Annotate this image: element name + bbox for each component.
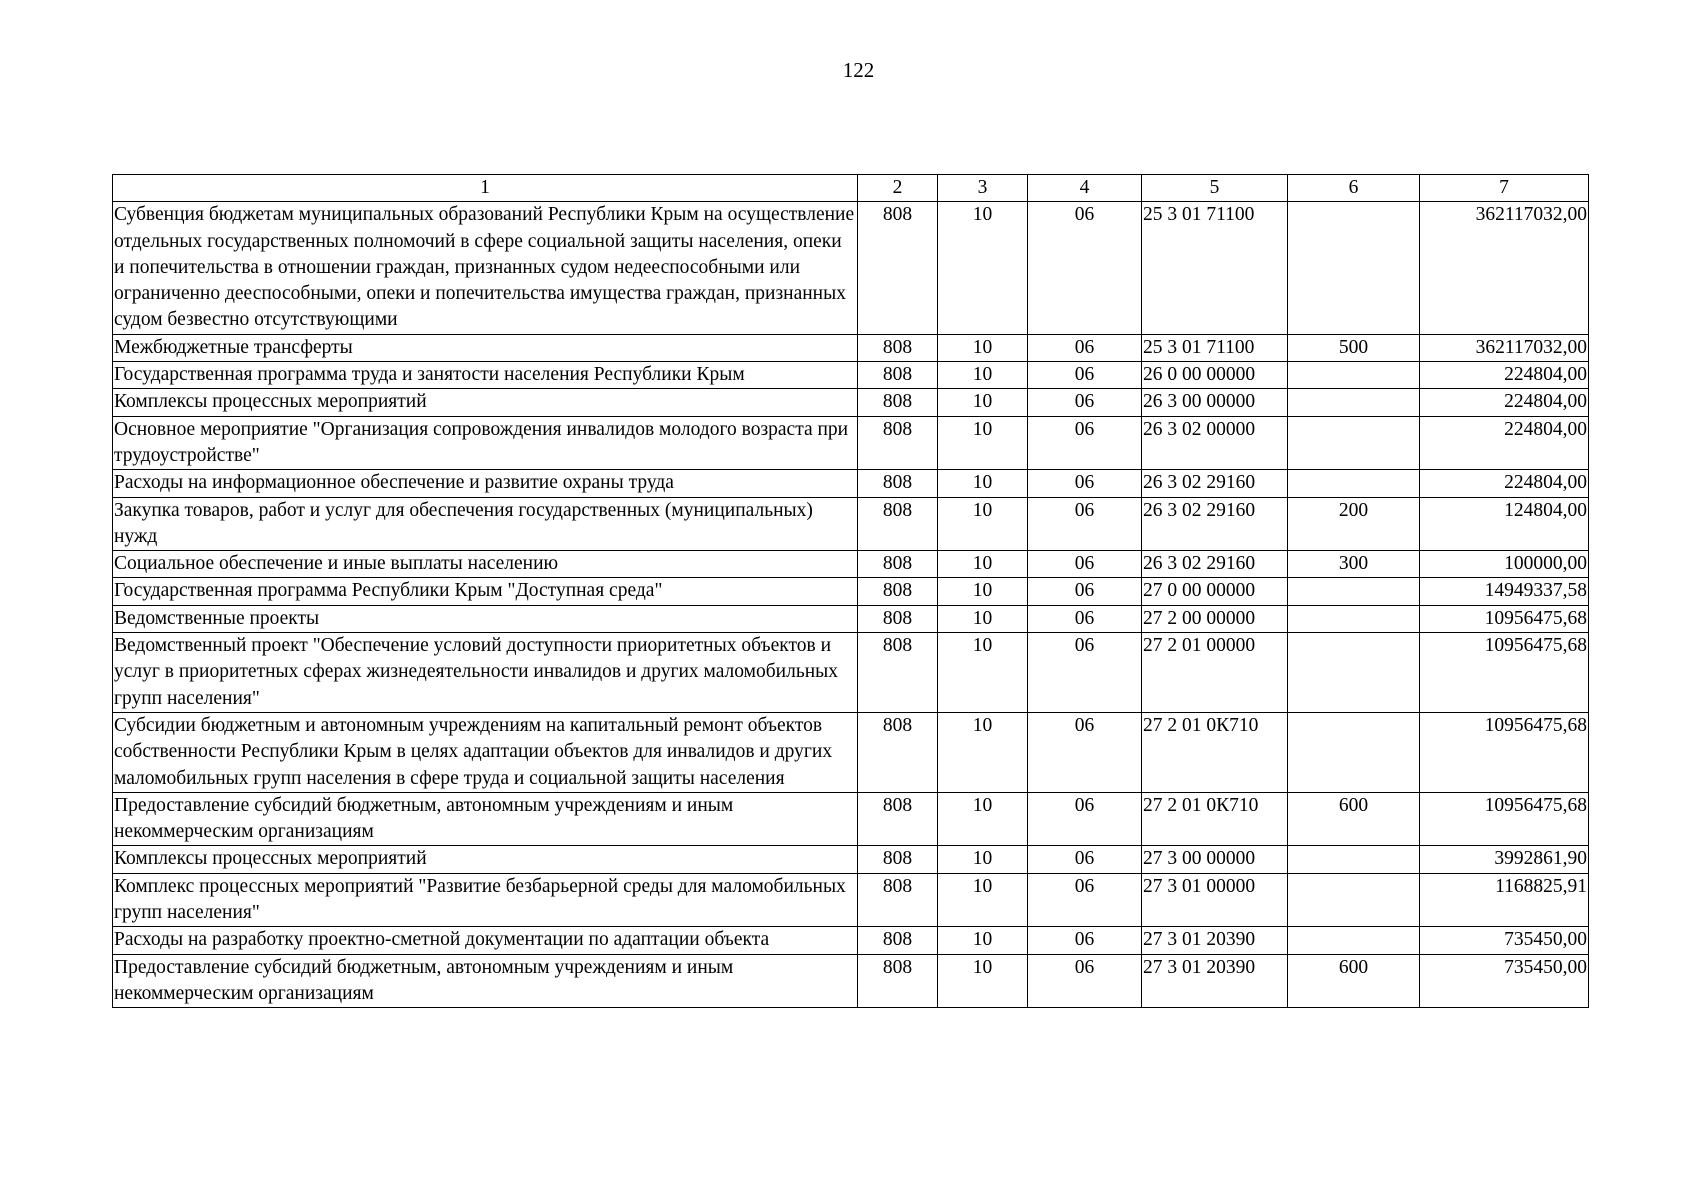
cell-name: Межбюджетные трансферты [113, 334, 858, 361]
cell-department-code: 808 [858, 954, 938, 1008]
cell-target-item-code: 26 3 02 29160 [1142, 551, 1288, 578]
cell-subsection-code: 06 [1028, 334, 1142, 361]
cell-name: Предоставление субсидий бюджетным, автономным учреждениям и иным некоммерческим организациям [113, 792, 858, 846]
cell-expense-type-code [1288, 873, 1420, 927]
cell-subsection-code: 06 [1028, 416, 1142, 470]
cell-name: Закупка товаров, работ и услуг для обеспечения государственных (муниципальных) нужд [113, 497, 858, 551]
cell-name: Комплексы процессных мероприятий [113, 389, 858, 416]
cell-department-code: 808 [858, 497, 938, 551]
cell-name: Основное мероприятие "Организация сопровождения инвалидов молодого возраста при трудоустройстве" [113, 416, 858, 470]
cell-department-code: 808 [858, 578, 938, 605]
cell-department-code: 808 [858, 873, 938, 927]
cell-expense-type-code: 200 [1288, 497, 1420, 551]
cell-section-code: 10 [938, 202, 1028, 334]
cell-expense-type-code [1288, 416, 1420, 470]
cell-target-item-code: 26 3 02 29160 [1142, 497, 1288, 551]
cell-section-code: 10 [938, 470, 1028, 497]
cell-section-code: 10 [938, 927, 1028, 954]
column-header: 7 [1420, 175, 1589, 202]
column-header: 4 [1028, 175, 1142, 202]
cell-section-code: 10 [938, 551, 1028, 578]
cell-name: Государственная программа труда и занятости населения Республики Крым [113, 362, 858, 389]
table-row [113, 470, 1589, 497]
cell-name: Ведомственные проекты [113, 605, 858, 632]
cell-amount: 224804,00 [1420, 389, 1589, 416]
table-row [113, 846, 1589, 873]
cell-section-code: 10 [938, 416, 1028, 470]
cell-name: Комплекс процессных мероприятий "Развитие безбарьерной среды для маломобильных групп населения" [113, 873, 858, 927]
cell-department-code: 808 [858, 362, 938, 389]
cell-target-item-code: 27 2 01 0К710 [1142, 792, 1288, 846]
cell-amount: 10956475,68 [1420, 792, 1589, 846]
cell-section-code: 10 [938, 497, 1028, 551]
cell-department-code: 808 [858, 334, 938, 361]
cell-target-item-code: 26 3 02 00000 [1142, 416, 1288, 470]
cell-department-code: 808 [858, 551, 938, 578]
cell-target-item-code: 27 2 00 00000 [1142, 605, 1288, 632]
cell-expense-type-code: 600 [1288, 954, 1420, 1008]
cell-expense-type-code [1288, 927, 1420, 954]
column-header: 6 [1288, 175, 1420, 202]
budget-table [112, 174, 1589, 1008]
table-row [113, 712, 1589, 792]
cell-subsection-code: 06 [1028, 846, 1142, 873]
cell-target-item-code: 27 2 01 0К710 [1142, 712, 1288, 792]
cell-expense-type-code [1288, 362, 1420, 389]
cell-name: Ведомственный проект "Обеспечение условий доступности приоритетных объектов и услуг в приоритетных сферах жизнедеятельности инвалидов и других маломобильных групп населения" [113, 633, 858, 713]
cell-subsection-code: 06 [1028, 954, 1142, 1008]
cell-section-code: 10 [938, 605, 1028, 632]
cell-department-code: 808 [858, 927, 938, 954]
cell-amount: 735450,00 [1420, 954, 1589, 1008]
table-row [113, 416, 1589, 470]
cell-subsection-code: 06 [1028, 633, 1142, 713]
cell-expense-type-code [1288, 605, 1420, 632]
table-row [113, 927, 1589, 954]
cell-expense-type-code: 300 [1288, 551, 1420, 578]
cell-section-code: 10 [938, 633, 1028, 713]
cell-expense-type-code [1288, 389, 1420, 416]
cell-section-code: 10 [938, 846, 1028, 873]
table-row [113, 362, 1589, 389]
table-row [113, 792, 1589, 846]
cell-department-code: 808 [858, 202, 938, 334]
cell-name: Социальное обеспечение и иные выплаты населению [113, 551, 858, 578]
cell-name: Предоставление субсидий бюджетным, автономным учреждениям и иным некоммерческим организациям [113, 954, 858, 1008]
cell-department-code: 808 [858, 633, 938, 713]
cell-section-code: 10 [938, 389, 1028, 416]
cell-subsection-code: 06 [1028, 712, 1142, 792]
table-row [113, 605, 1589, 632]
cell-expense-type-code: 600 [1288, 792, 1420, 846]
cell-department-code: 808 [858, 389, 938, 416]
cell-subsection-code: 06 [1028, 605, 1142, 632]
table-row [113, 578, 1589, 605]
cell-target-item-code: 27 3 01 20390 [1142, 927, 1288, 954]
cell-name: Расходы на разработку проектно-сметной документации по адаптации объекта [113, 927, 858, 954]
cell-expense-type-code [1288, 846, 1420, 873]
cell-section-code: 10 [938, 578, 1028, 605]
cell-subsection-code: 06 [1028, 927, 1142, 954]
cell-amount: 224804,00 [1420, 470, 1589, 497]
page-number: 122 [842, 58, 875, 82]
cell-section-code: 10 [938, 362, 1028, 389]
cell-section-code: 10 [938, 873, 1028, 927]
cell-expense-type-code [1288, 712, 1420, 792]
cell-name: Субвенция бюджетам муниципальных образований Республики Крым на осуществление отдельных государственных полномочий в сфере социальной защиты населения, опеки и попечительства в отношении граждан, признанных судом недееспособными или ограниченно дееспособными, опеки и попечительства имущества граждан, признанных судом безвестно отсутствующими [113, 202, 858, 334]
table-row [113, 389, 1589, 416]
cell-amount: 10956475,68 [1420, 633, 1589, 713]
cell-target-item-code: 27 3 00 00000 [1142, 846, 1288, 873]
cell-target-item-code: 26 3 00 00000 [1142, 389, 1288, 416]
cell-subsection-code: 06 [1028, 792, 1142, 846]
table-row [113, 873, 1589, 927]
cell-amount: 10956475,68 [1420, 605, 1589, 632]
cell-target-item-code: 27 3 01 00000 [1142, 873, 1288, 927]
cell-department-code: 808 [858, 416, 938, 470]
cell-department-code: 808 [858, 792, 938, 846]
column-header: 5 [1142, 175, 1288, 202]
column-header: 3 [938, 175, 1028, 202]
cell-name: Субсидии бюджетным и автономным учреждениям на капитальный ремонт объектов собственности Республики Крым в целях адаптации объектов для инвалидов и других маломобильных групп населения в сфере труда и социальной защиты населения [113, 712, 858, 792]
table-row [113, 497, 1589, 551]
cell-section-code: 10 [938, 712, 1028, 792]
cell-amount: 14949337,58 [1420, 578, 1589, 605]
cell-section-code: 10 [938, 334, 1028, 361]
cell-amount: 124804,00 [1420, 497, 1589, 551]
cell-name: Комплексы процессных мероприятий [113, 846, 858, 873]
cell-subsection-code: 06 [1028, 470, 1142, 497]
cell-target-item-code: 25 3 01 71100 [1142, 334, 1288, 361]
cell-expense-type-code: 500 [1288, 334, 1420, 361]
cell-amount: 224804,00 [1420, 416, 1589, 470]
column-header: 2 [858, 175, 938, 202]
cell-target-item-code: 26 3 02 29160 [1142, 470, 1288, 497]
cell-amount: 3992861,90 [1420, 846, 1589, 873]
table-row [113, 334, 1589, 361]
cell-name: Расходы на информационное обеспечение и развитие охраны труда [113, 470, 858, 497]
cell-subsection-code: 06 [1028, 389, 1142, 416]
cell-amount: 224804,00 [1420, 362, 1589, 389]
cell-name: Государственная программа Республики Крым "Доступная среда" [113, 578, 858, 605]
cell-target-item-code: 27 2 01 00000 [1142, 633, 1288, 713]
cell-subsection-code: 06 [1028, 873, 1142, 927]
cell-department-code: 808 [858, 846, 938, 873]
cell-expense-type-code [1288, 633, 1420, 713]
cell-department-code: 808 [858, 712, 938, 792]
cell-expense-type-code [1288, 578, 1420, 605]
table-row [113, 633, 1589, 713]
cell-subsection-code: 06 [1028, 497, 1142, 551]
cell-target-item-code: 27 3 01 20390 [1142, 954, 1288, 1008]
header-row [113, 175, 1589, 202]
cell-amount: 362117032,00 [1420, 202, 1589, 334]
cell-expense-type-code [1288, 202, 1420, 334]
cell-subsection-code: 06 [1028, 551, 1142, 578]
cell-target-item-code: 27 0 00 00000 [1142, 578, 1288, 605]
table-row [113, 954, 1589, 1008]
cell-amount: 362117032,00 [1420, 334, 1589, 361]
table-row [113, 551, 1589, 578]
cell-department-code: 808 [858, 605, 938, 632]
cell-section-code: 10 [938, 792, 1028, 846]
cell-amount: 735450,00 [1420, 927, 1589, 954]
cell-subsection-code: 06 [1028, 362, 1142, 389]
cell-target-item-code: 26 0 00 00000 [1142, 362, 1288, 389]
cell-subsection-code: 06 [1028, 578, 1142, 605]
cell-expense-type-code [1288, 470, 1420, 497]
cell-section-code: 10 [938, 954, 1028, 1008]
cell-amount: 10956475,68 [1420, 712, 1589, 792]
table-row [113, 202, 1589, 334]
cell-target-item-code: 25 3 01 71100 [1142, 202, 1288, 334]
cell-amount: 100000,00 [1420, 551, 1589, 578]
cell-department-code: 808 [858, 470, 938, 497]
column-header: 1 [113, 175, 858, 202]
cell-subsection-code: 06 [1028, 202, 1142, 334]
cell-amount: 1168825,91 [1420, 873, 1589, 927]
